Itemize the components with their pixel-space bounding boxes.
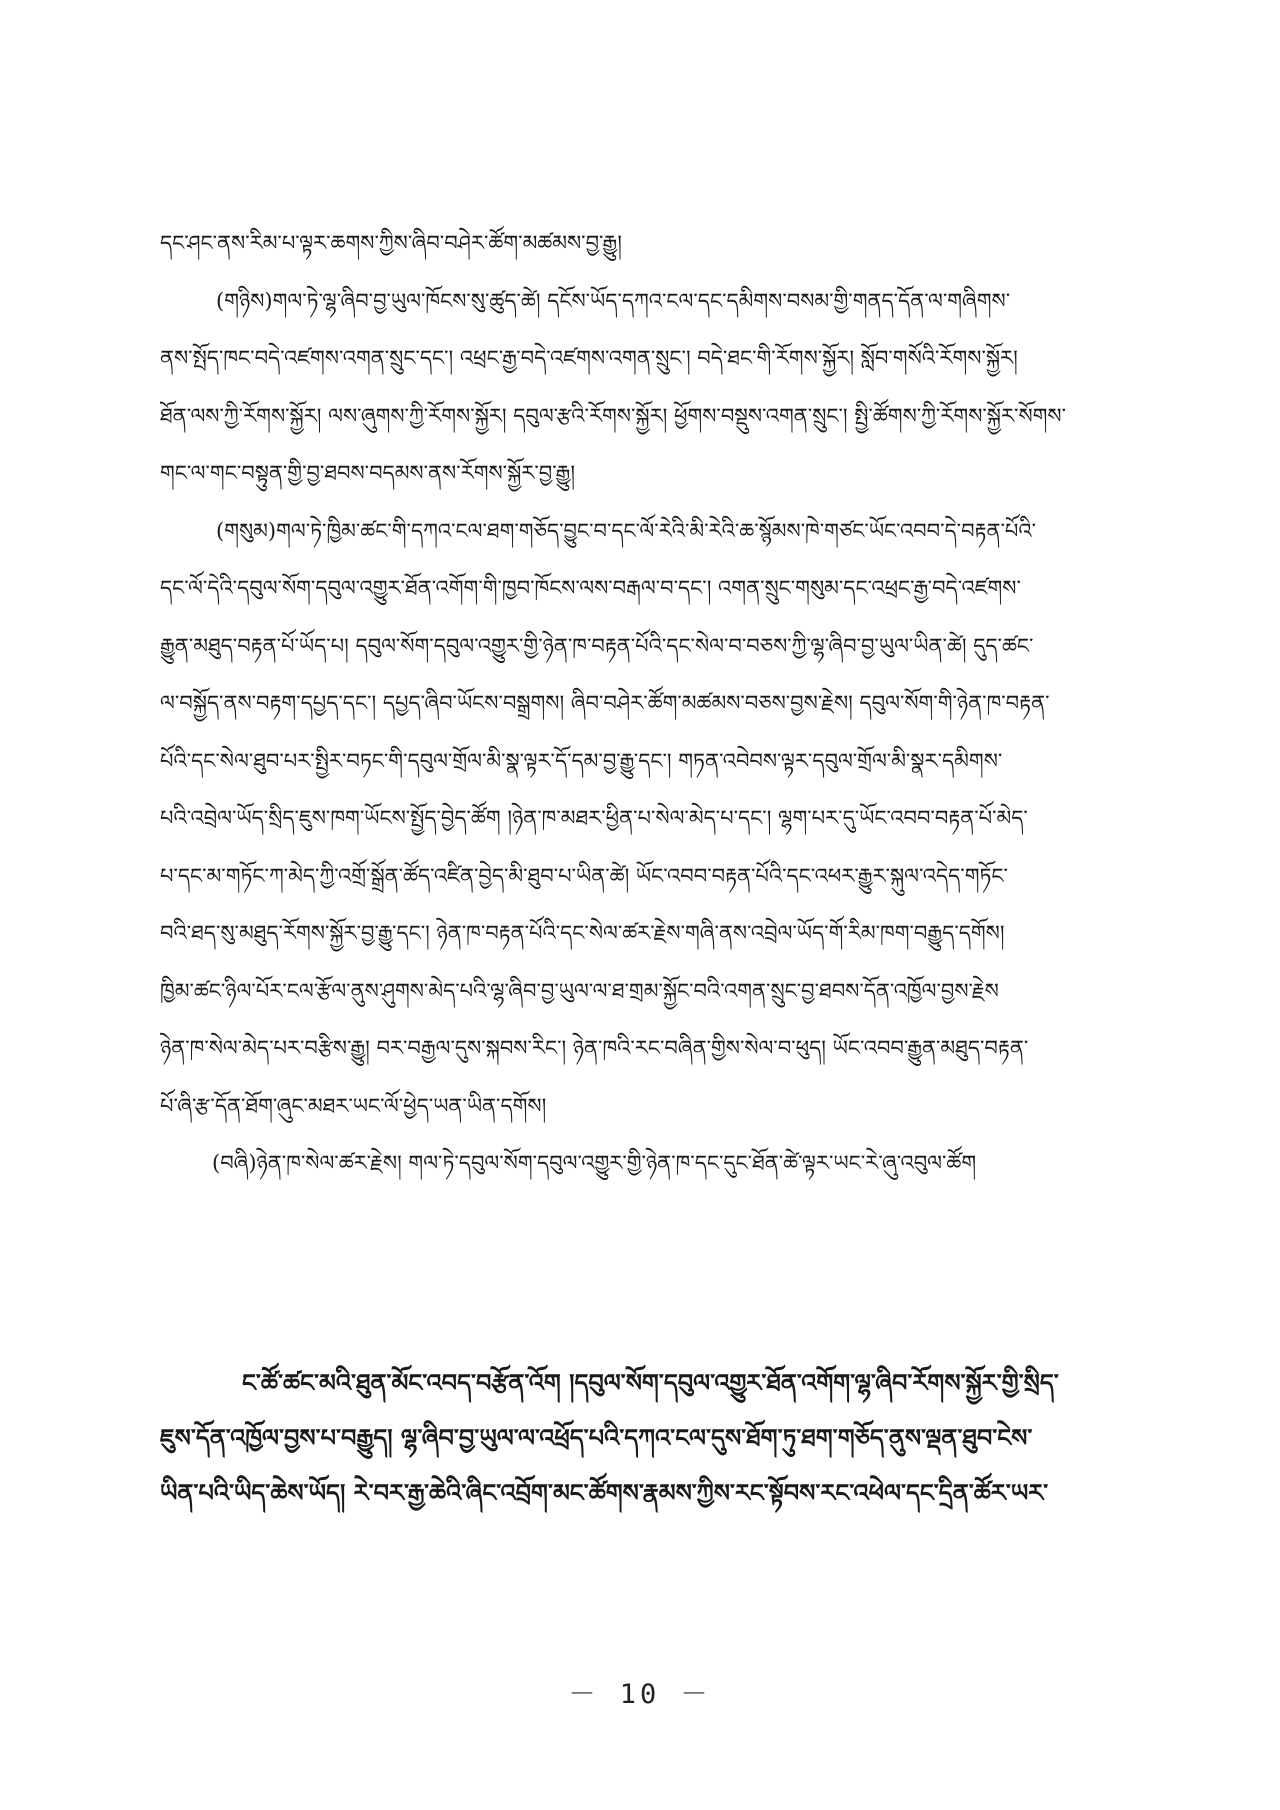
text-line: དང་ལོ་དེའི་དབུལ་སོག་དབུལ་འགྱུར་ཐོན་འགོག་གི་ཁྱབ་ཁོངས་ལས་བརྒལ་བ་དང་། འགན་སྲུང་གསུམ་དང་འཕྲང་རྒྱ་བདེ་འཛགས་ (160, 576, 1021, 600)
text-line: པོ་ཞི་རྩ་དོན་ཐོག་ཞུང་མཐར་ཡང་ལོ་ཕྱེད་ཡན་ཡིན་དགོས། (160, 1093, 547, 1118)
bold-paragraph (160, 1355, 1120, 1520)
text-line: (བཞི)ཉེན་ཁ་སེལ་ཚར་རྗེས། གལ་ཏེ་དབུལ་སོག་དབུལ་འགྱུར་གྱི་ཉེན་ཁ་དང་དུང་ཐོན་ཚེ་ལྟར་ཡང་རེ་ཞུ་འབུལ་ཚོག (212, 1151, 977, 1175)
text-line: (གསུམ)གལ་ཏེ་ཁྱིམ་ཚང་གི་དཀའ་ངལ་ཐག་གཅོད་བྱུང་བ་དང་ལོ་རེའི་མི་རེའི་ཆ་སྙོམས་ཁེ་གཙང་ཡོང་འབབ་དེ་བརྟན་པོའི་ (216, 518, 1036, 543)
text-line: (གཉིས)གལ་ཏེ་ལྷ་ཞིབ་བྱ་ཡུལ་ཁོངས་སུ་ཚུད་ཚེ། དངོས་ཡོད་དཀའ་ངལ་དང་དམིགས་བསམ་གྱི་གནད་དོན་ལ་གཞིགས་ (216, 288, 1011, 313)
text-line: ཉེན་ཁ་སེལ་མེད་པར་བརྩིས་རྒྱུ། བར་བརྒྱལ་དུས་སྐབས་རིང་། ཉེན་ཁའི་རང་བཞིན་གྱིས་སེལ་བ་ཕུད། ཡོང་འབབ་རྒྱུན་མཐུད་བརྟན་ (160, 1036, 1029, 1060)
bold-text-line: ཡིན་པའི་ཡིད་ཆེས་ཡོད། རེ་བར་རྒྱ་ཆེའི་ཞིང་འབྲོག་མང་ཚོགས་རྣམས་ཀྱིས་རང་སྟོབས་རང་འཕེལ་དང་དྲིན་ཚོར་ཡར་ (160, 1478, 1049, 1507)
text-line: ཐོན་ལས་ཀྱི་རོགས་སྐྱོར། ལས་ཞུགས་ཀྱི་རོགས་སྐྱོར། དབུལ་རྩའི་རོགས་སྐྱོར། ཕྱོགས་བསྡུས་འགན་སྲུང་། སྤྱི་ཚོགས་ཀྱི་རོགས་སྐྱོར་སོགས་ (160, 403, 1067, 428)
text-line: པ་དང་མ་གཏོང་ཀ་མེད་ཀྱི་འགྲོ་སྒྲོན་ཚོད་འཛིན་བྱེད་མི་ཐུབ་པ་ཡིན་ཚེ། ཡོང་འབབ་བརྟན་པོའི་དང་འཕར་རྒྱུར་སྐུལ་འདེད་གཏོང་ (160, 863, 1008, 888)
text-line: དང་ཤང་ནས་རིམ་པ་ལྟར་ཆགས་ཀྱིས་ཞིབ་བཤེར་ཚོག་མཚམས་བྱ་རྒྱུ། (160, 231, 622, 255)
text-line: པོའི་དང་སེལ་ཐུབ་པར་སྤྱིར་བཏང་གི་དབུལ་གྲོལ་མི་སྣ་ལྟར་དོ་དམ་བྱ་རྒྱུ་དང་། གཏན་འབེབས་ལྟར་དབུལ་གྲོལ་མི་སྣར་དམིགས་ (160, 748, 1003, 773)
page-number: － 10 － (568, 1679, 712, 1710)
text-line: ནས་སྤོད་ཁང་བདེ་འཛགས་འགན་སྲུང་དང་། འཕྲང་རྒྱ་བདེ་འཛགས་འགན་སྲུང་། བདེ་ཐང་གི་རོགས་སྐྱོར། སློབ་གསོའི་རོགས་སྐྱོར། (160, 346, 1018, 370)
body-text (160, 215, 1120, 1193)
text-line: གང་ལ་གང་བསྟུན་གྱི་བྱ་ཐབས་བདམས་ནས་རོགས་སྐྱོར་བྱ་རྒྱུ། (160, 461, 576, 485)
bold-text-line: ཇུས་དོན་འཁྱོལ་བྱས་པ་བརྒྱུད། ལྷ་ཞིབ་བྱ་ཡུལ་ལ་འཕྲོད་པའི་དཀའ་ངལ་དུས་ཐོག་ཏུ་ཐག་གཅོད་ནུས་ལྡན་ཐུབ་ངེས་ (160, 1423, 1033, 1452)
text-line: རྒྱུན་མཐུད་བརྟན་པོ་ཡོད་པ། དབུལ་སོག་དབུལ་འགྱུར་གྱི་ཉེན་ཁ་བརྟན་པོའི་དང་སེལ་བ་བཅས་ཀྱི་ལྷ་ཞིབ་བྱ་ཡུལ་ཡིན་ཚེ། དུད་ཚང་ (160, 633, 1034, 658)
text-line: ལ་བསྐྱོད་ནས་བརྟག་དཔྱད་དང་། དཔྱད་ཞིབ་ཡོངས་བསྒྲགས། ཞིབ་བཤེར་ཚོག་མཚམས་བཅས་བྱས་རྗེས། དབུལ་སོག་གི་ཉེན་ཁ་བརྟན་ (160, 691, 1050, 715)
text-line: བའི་ཐད་སུ་མཐུད་རོགས་སྐྱོར་བྱ་རྒྱུ་དང་། ཉེན་ཁ་བརྟན་པོའི་དང་སེལ་ཚར་རྗེས་གཞི་ནས་འབྲེལ་ཡོད་གོ་རིམ་ཁག་བརྒྱུད་དགོས། (160, 921, 1005, 945)
text-line: ཁྱིམ་ཚང་ཉིལ་པོར་ངལ་རྩོལ་ནུས་ཤུགས་མེད་པའི་ལྷ་ཞིབ་བྱ་ཡུལ་ལ་ཐ་གྲམ་སྐྱོང་བའི་འགན་སྲུང་བྱ་ཐབས་དོན་འཁྱོལ་བྱས་རྗེས (160, 978, 999, 1003)
bold-text-line: ང་ཚོ་ཚང་མའི་ཐུན་མོང་འབད་བརྩོན་འོག །དབུལ་སོག་དབུལ་འགྱུར་ཐོན་འགོག་ལྷ་ཞིབ་རོགས་སྐྱོར་གྱི་སྲིད་ (242, 1368, 1059, 1397)
text-line: པའི་འབྲེལ་ཡོད་སྲིད་ཇུས་ཁག་ཡོངས་སྤྱོད་བྱེད་ཚོག །ཉེན་ཁ་མཐར་ཕྱིན་པ་སེལ་མེད་པ་དང་། ལྷག་པར་དུ་ཡོང་འབབ་བརྟན་པོ་མེད་ (160, 806, 1028, 830)
